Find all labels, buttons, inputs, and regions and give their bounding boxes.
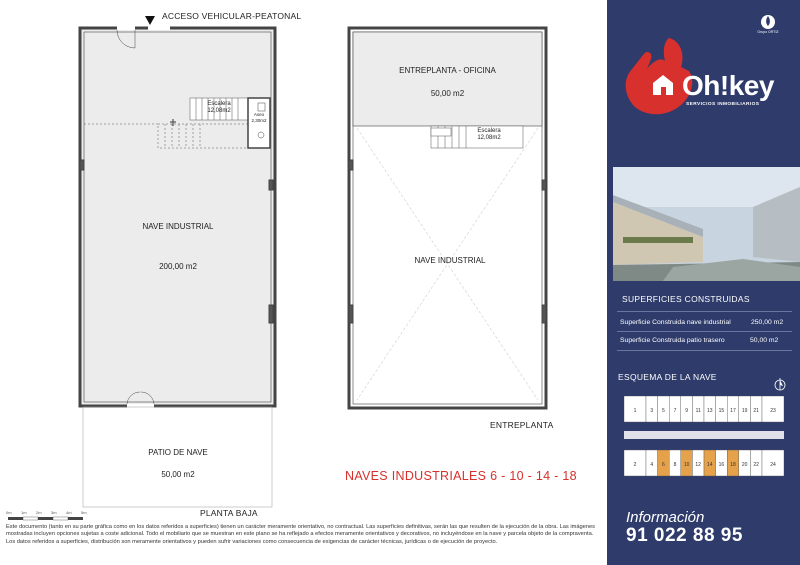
entrance-arrow-icon: [145, 16, 155, 25]
scale-bar: [8, 517, 83, 520]
esquema-unit-label: 2: [633, 462, 637, 468]
ep-nave-name: NAVE INDUSTRIAL: [414, 256, 486, 265]
esquema-unit-label: 7: [673, 408, 677, 414]
superficies-title: SUPERFICIES CONSTRUIDAS: [622, 294, 750, 304]
divider: [617, 350, 792, 351]
esquema-unit-label: 10: [683, 462, 690, 468]
partner-logo-icon: [753, 12, 783, 42]
pb-nave-area: 200,00 m2: [159, 262, 197, 271]
brand-subtitle: SERVICIOS INMOBILIARIOS: [686, 102, 760, 107]
pb-stairs-name: Escalera: [207, 101, 231, 107]
entreplanta-caption: ENTREPLANTA: [490, 420, 554, 430]
esquema-title: ESQUEMA DE LA NAVE: [618, 372, 717, 382]
patio-area: [83, 407, 272, 507]
esquema-unit-label: 23: [770, 408, 776, 414]
office-area: 50,00 m2: [430, 89, 465, 98]
phone-number[interactable]: 91 022 88 95: [626, 525, 743, 546]
esquema-unit-label: 20: [741, 462, 748, 468]
esquema-unit-label: 17: [730, 408, 736, 414]
patio-name: PATIO DE NAVE: [148, 448, 208, 457]
patio-area-value: 50,00 m2: [161, 470, 195, 479]
esquema-unit-label: 11: [695, 408, 701, 414]
row-patio-label: Superficie Construida patio trasero: [620, 337, 725, 344]
row-patio-value: 50,00 m2: [750, 337, 779, 344]
info-title: Información: [626, 509, 705, 526]
partner-logo-text: Grupo ORTIZ: [757, 30, 779, 34]
esquema-unit-label: 5: [662, 408, 665, 414]
esquema-diagram: [624, 396, 784, 484]
row-nave-label: Superficie Construida nave industrial: [620, 319, 731, 326]
entrance-label: ACCESO VEHICULAR-PEATONAL: [162, 11, 302, 21]
esquema-unit-label: 22: [753, 462, 759, 468]
esquema-unit-label: 15: [718, 408, 725, 414]
planta-baja-caption: PLANTA BAJA: [200, 508, 258, 518]
office-name: ENTREPLANTA - OFICINA: [399, 66, 496, 75]
pb-nave-name: NAVE INDUSTRIAL: [142, 222, 214, 231]
row-nave-value: 250,00 m2: [751, 319, 784, 326]
esquema-unit-label: 19: [741, 408, 748, 414]
aseo-room: [248, 98, 270, 148]
divider: [617, 331, 792, 332]
ep-stairs-area: 12,08m2: [477, 135, 501, 141]
esquema-unit-label: 16: [718, 462, 725, 468]
esquema-unit-label: 12: [695, 462, 701, 468]
north-compass-icon: [772, 376, 788, 392]
divider: [617, 311, 792, 312]
esquema-unit-label: 14: [707, 462, 713, 468]
esquema-unit-label: 4: [650, 462, 654, 468]
esquema-unit-label: 21: [753, 408, 759, 414]
aseo-area: 2,30m2: [251, 118, 267, 123]
sidebar: [607, 0, 800, 565]
ep-stairs-name: Escalera: [477, 128, 501, 134]
disclaimer-text: Este documento (tanto en su parte gráfica como en los datos referidos a superficies) tienen un carácter meramente orientativo, no contractual. Las superficies definitivas, serán las que resulten de la ejecución de la obra. Las imágenes mostradas incluyen opciones sujetas a coste adicional. Todo el mobiliario que se muestran en este plano se ha reflejado a efectos meramente orientativos y decorativos, no incluyéndose en la nave y parcela objeto de la compraventa. Los datos referidos a superficies, distribución son meramente orientativos y pueden sufrir variaciones como consecuencia de exigencias de carácter técnicas, jurídicas o de ejecución de proyecto.: [6, 524, 595, 545]
planta-baja-walls: [80, 28, 275, 406]
brand-name: Oh!key: [682, 70, 774, 101]
pb-stairs-area: 12,08m2: [207, 108, 231, 114]
naves-title: NAVES INDUSTRIALES 6 - 10 - 14 - 18: [345, 469, 577, 483]
esquema-unit-label: 18: [730, 462, 736, 468]
esquema-unit-label: 24: [770, 462, 776, 468]
esquema-unit-label: 3: [650, 408, 654, 414]
building-photo: [613, 167, 800, 281]
entreplanta-walls: [349, 28, 546, 408]
esquema-unit-label: 6: [662, 462, 665, 468]
esquema-unit-label: 13: [707, 408, 713, 414]
aseo-label: Aseo: [253, 112, 265, 117]
esquema-unit-label: 8: [673, 462, 677, 468]
esquema-unit-label: 9: [685, 408, 688, 414]
esquema-unit-label: 1: [633, 408, 637, 414]
